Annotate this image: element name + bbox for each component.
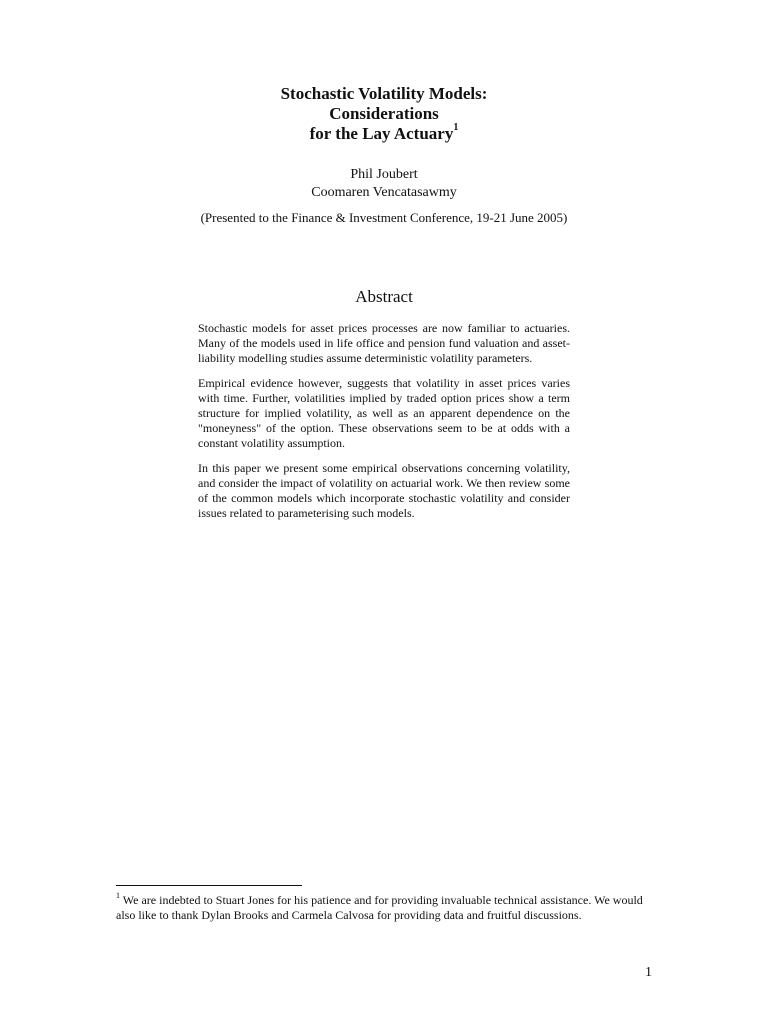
footnote xyxy=(116,893,656,923)
page-number: 1 xyxy=(645,965,652,980)
author-list xyxy=(0,166,768,202)
title-line-3 xyxy=(0,124,768,144)
author-2: Coomaren Vencatasawmy xyxy=(311,185,457,200)
paper-title xyxy=(0,84,768,144)
footnote-marker: 1 xyxy=(116,891,120,900)
footnote-text: We are indebted to Stuart Jones for his patience and for providing invaluable technical assistance. We would also like to thank Dylan Brooks and Carmela Calvosa for providing data and fruitful discussions. xyxy=(116,893,643,922)
abstract-heading: Abstract xyxy=(355,287,413,306)
title-line-1: Stochastic Volatility Models: xyxy=(280,84,488,103)
abstract-paragraph-1: Stochastic models for asset prices processes are now familiar to actuaries. Many of the models used in life office and pension fund valuation and asset-liability modelling studies assume deterministic volatility parameters. xyxy=(198,321,570,365)
presented-note: (Presented to the Finance & Investment Conference, 19-21 June 2005) xyxy=(200,210,568,225)
author-1: Phil Joubert xyxy=(350,167,418,182)
abstract-paragraph-2: Empirical evidence however, suggests that volatility in asset prices varies with time. Further, volatilities implied by traded option prices show a term structure for implied volatility, as well as an apparent dependence on the "moneyness" of the option. These observations seem to be at odds with a constant volatility assumption. xyxy=(198,376,570,450)
title-line-2: Considerations xyxy=(329,104,439,123)
abstract-paragraph-3: In this paper we present some empirical observations concerning volatility, and consider the impact of volatility on actuarial work. We then review some of the common models which incorporate stochastic volatility and consider issues related to parameterising such models. xyxy=(198,461,570,520)
footnote-divider xyxy=(116,885,302,886)
abstract-body xyxy=(198,321,570,531)
title-line-3-text: for the Lay Actuary xyxy=(309,124,454,143)
title-footnote-marker: 1 xyxy=(453,122,459,134)
